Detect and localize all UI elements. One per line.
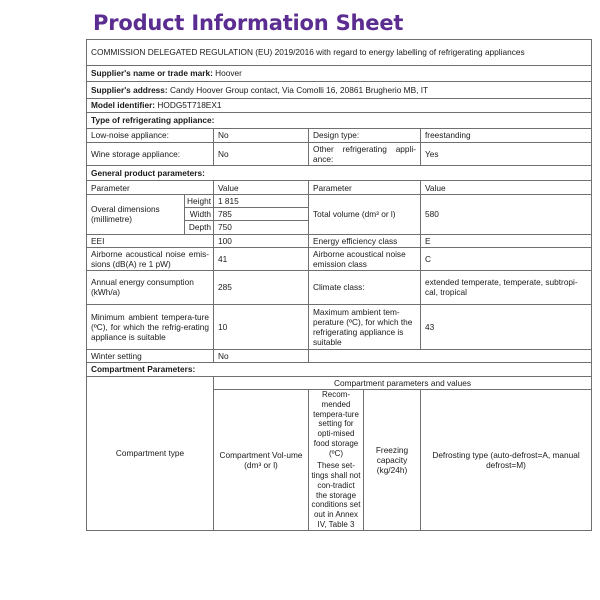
compartment-type-header: Compartment type [87,376,214,530]
total-volume-value: 580 [421,195,592,234]
eei-label: EEI [87,234,214,247]
climate-class-label: Climate class: [309,270,421,304]
other-appliance-value: Yes [421,143,592,166]
total-volume-label: Total volume (dm³ or l) [309,195,421,234]
eei-row [87,234,592,247]
height-value: 1 815 [214,195,309,208]
noise-row [87,247,592,270]
type-heading-row [87,113,592,129]
max-temperature-label: Maximum ambient tem-perature (ºC), for which the refrigerating appliance is suitable [309,304,421,349]
height-label: Height [185,195,214,208]
noise-emissions-value: 41 [214,247,309,270]
energy-class-value: E [421,234,592,247]
wine-storage-value: No [214,143,309,166]
compartment-heading-row [87,362,592,376]
winter-setting-row [87,349,592,362]
regulation-row [87,40,592,66]
energy-class-label: Energy efficiency class [309,234,421,247]
supplier-address-row [87,82,592,99]
compartment-group-header: Compartment parameters and values [214,376,592,389]
low-noise-label: Low-noise appliance: [87,129,214,143]
energy-consumption-row [87,270,592,304]
low-noise-value: No [214,129,309,143]
defrosting-type-header: Defrosting type (auto-defrost=A, manual defrost=M) [421,390,592,531]
compartment-volume-header: Compartment Vol-ume (dm³ or l) [214,390,309,531]
overall-dimensions-label: Overal dimensions (millimetre) [87,195,185,234]
low-noise-row [87,129,592,143]
general-heading-row [87,166,592,181]
model-value: HODG5T718EX1 [157,100,222,111]
climate-class-value: extended temperate, temperate, subtropi-cal, tropical [421,270,592,304]
model-row [87,99,592,113]
wine-storage-row [87,143,592,166]
supplier-name-row [87,66,592,82]
general-column-headers [87,181,592,195]
design-type-label: Design type: [309,129,421,143]
supplier-name-label: Supplier's name or trade mark: [91,68,213,79]
noise-class-value: C [421,247,592,270]
compartment-heading: Compartment Parameters: [87,362,592,376]
energy-consumption-value: 285 [214,270,309,304]
ambient-temperature-row [87,304,592,349]
depth-label: Depth [185,221,214,234]
height-row [87,195,592,208]
value-header: Value [214,181,309,195]
freezing-capacity-header: Freezing capacity (kg/24h) [364,390,421,531]
value-header-2: Value [421,181,592,195]
parameter-header: Parameter [87,181,214,195]
noise-emissions-label: Airborne acoustical noise emis-sions (dB(A) re 1 pW) [87,247,214,270]
width-label: Width [185,208,214,221]
storage-conditions-note: These set-tings shall not con-tradict the storage conditions set out in Annex IV, Table 3 [311,461,361,529]
design-type-value: freestanding [421,129,592,143]
page-title: Product Information Sheet [93,11,404,35]
min-temperature-value: 10 [214,304,309,349]
winter-setting-value: No [214,349,309,362]
energy-consumption-label: Annual energy consumption (kWh/a) [87,270,214,304]
recommended-temperature-header: Recom-mended tempera-ture setting for opti-mised food storage (ºC) [313,390,359,458]
type-heading: Type of refrigerating appliance: [87,113,592,129]
model-label: Model identifier: [91,100,156,111]
width-value: 785 [214,208,309,221]
wine-storage-label: Wine storage appliance: [87,143,214,166]
depth-value: 750 [214,221,309,234]
other-appliance-label: Other refrigerating appli-ance: [309,143,421,166]
information-table [86,39,592,531]
supplier-address-label: Supplier's address: [91,84,168,95]
min-temperature-label: Minimum ambient tempera-ture (ºC), for which the refrig-erating appliance is suitable [87,304,214,349]
compartment-group-row [87,376,592,389]
general-heading: General product parameters: [87,166,592,181]
supplier-address-value: Candy Hoover Group contact, Via Comolli 16, 20861 Brugherio MB, IT [169,84,429,95]
parameter-header-2: Parameter [309,181,421,195]
supplier-name-value: Hoover [215,68,242,79]
max-temperature-value: 43 [421,304,592,349]
regulation-text: COMMISSION DELEGATED REGULATION (EU) 2019/2016 with regard to energy labelling of refrigerating appliances [87,40,592,66]
eei-value: 100 [214,234,309,247]
noise-class-label: Airborne acoustical noise emission class [309,247,421,270]
winter-setting-label: Winter setting [87,349,214,362]
